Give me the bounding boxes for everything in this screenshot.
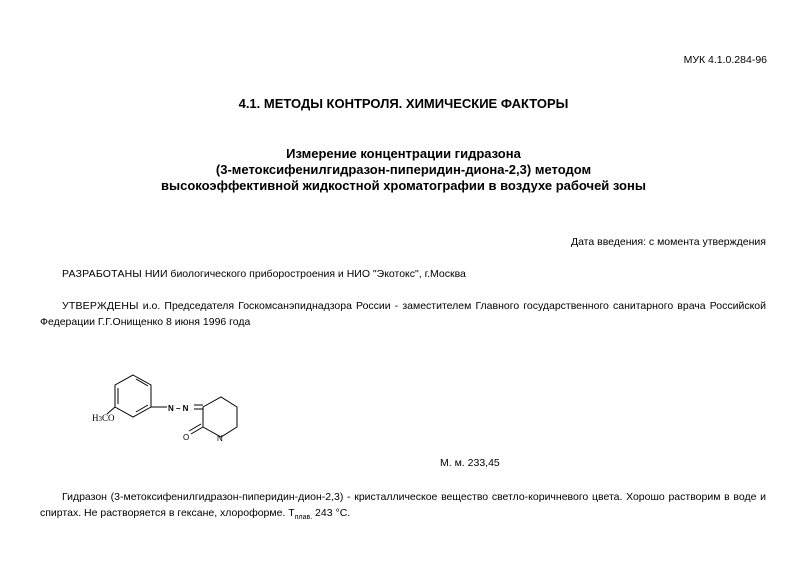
melting-point-value: 243 °С.: [312, 507, 351, 519]
section-title: 4.1. МЕТОДЫ КОНТРОЛЯ. ХИМИЧЕСКИЕ ФАКТОРЫ: [238, 96, 569, 111]
melting-point-subscript: плав.: [294, 514, 313, 521]
developed-label: РАЗРАБОТАНЫ: [62, 268, 142, 280]
description-paragraph: [40, 489, 766, 526]
ring-n-label: N: [217, 434, 223, 443]
document-title: [0, 146, 807, 194]
approved-paragraph: [40, 298, 766, 330]
title-line: (3-метоксифенилгидразон-пиперидин-диона-2,3) методом: [215, 162, 592, 177]
piperidine-ring: [203, 397, 237, 437]
document-code: МУК 4.1.0.284-96: [683, 54, 767, 66]
approved-label: УТВЕРЖДЕНЫ: [62, 300, 139, 312]
methoxy-label: H3CO: [92, 413, 115, 423]
approved-text: и.о. Председателя Госкомсанэпиднадзора России - заместителем Главного государственного санитарного врача Российской Федерации Г.Г.Онищенко 8 июня 1996 года: [40, 300, 766, 328]
benzene-ring: [115, 375, 151, 417]
description-text: Гидразон (3-метоксифенилгидразон-пиперидин-дион-2,3) - кристаллическое вещество светло-коричневого цвета. Хорошо растворим в воде и спиртах. Не растворяется в гексане, хлороформе.: [40, 491, 766, 519]
developed-text: НИИ биологического приборостроения и НИО "Экотокс", г.Москва: [141, 268, 466, 280]
structural-formula: [85, 370, 255, 455]
title-line: Измерение концентрации гидразона: [286, 146, 521, 161]
molar-mass: М. м. 233,45: [440, 457, 500, 469]
carbonyl-o-label: O: [183, 433, 190, 442]
effective-date: Дата введения: с момента утверждения: [570, 236, 766, 248]
azo-label: N – N: [168, 404, 189, 413]
developed-paragraph: [40, 266, 766, 282]
title-line: высокоэффективной жидкостной хроматографии в воздухе рабочей зоны: [161, 178, 646, 193]
melting-point-symbol: Т: [288, 507, 295, 519]
